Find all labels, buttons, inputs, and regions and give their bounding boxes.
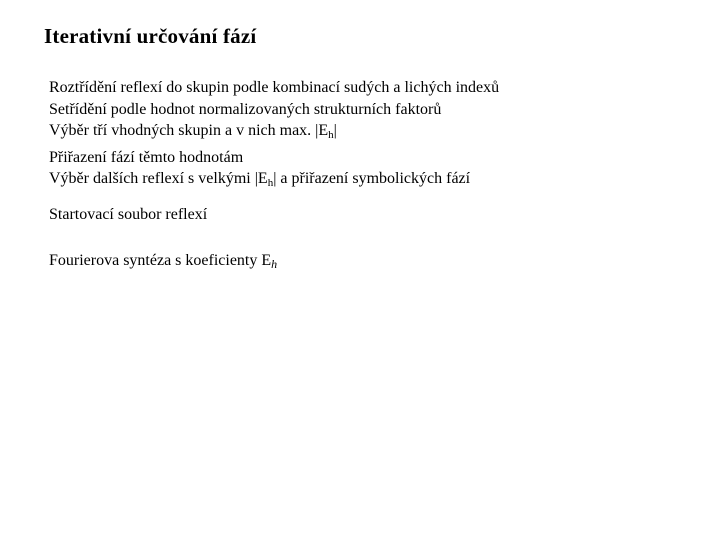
step-list [49,77,499,195]
step-5-suffix: | a přiřazení symbolických fází [273,170,471,187]
step-1: Roztřídění reflexí do skupin podle kombinací sudých a lichých indexů [49,79,500,96]
fourier-subscript: h [271,257,278,271]
step-3-suffix: | [333,122,337,139]
slide-title: Iterativní určování fází [44,24,257,48]
fourier-text: Fourierova syntéza s koeficienty E [49,252,272,269]
step-2: Setřídění podle hodnot normalizovaných strukturních faktorů [49,100,442,118]
fourier-synthesis [49,252,277,272]
step-3-subscript: h [328,129,334,141]
step-5-text: Výběr dalších reflexí s velkými |E [49,170,268,187]
step-5-subscript: h [267,177,274,189]
step-3-text: Výběr tří vhodných skupin a v nich max. |E [49,122,329,139]
step-5 [49,168,499,195]
step-3 [49,120,499,147]
step-4: Přiřazení fází těmto hodnotám [49,148,244,166]
start-set-label: Startovací soubor reflexí [49,206,208,223]
